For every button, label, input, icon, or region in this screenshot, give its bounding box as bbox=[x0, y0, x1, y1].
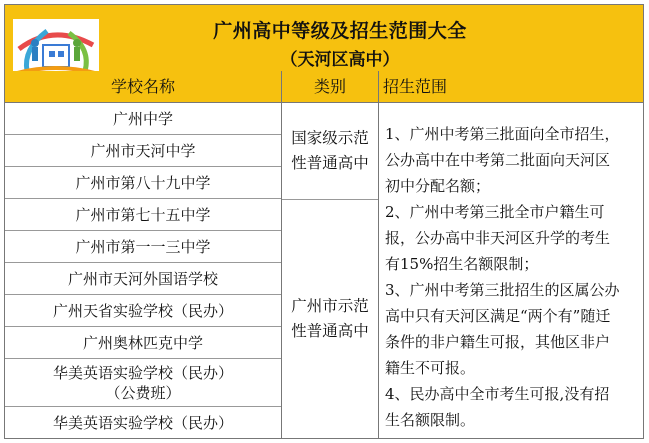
category-line: 性普通高中 bbox=[291, 322, 369, 340]
column-header-scope: 招生范围 bbox=[379, 71, 643, 103]
category-line: 国家级示范 bbox=[291, 129, 369, 147]
category-city bbox=[282, 199, 378, 439]
scope-line: 3、广州中考第三批招生的区属公办 bbox=[385, 281, 620, 299]
table-row bbox=[5, 231, 281, 263]
school-name: 广州奥林匹克中学 bbox=[82, 333, 203, 352]
school-name: 广州市天河外国语学校 bbox=[67, 269, 218, 288]
school-name-note: （公费班） bbox=[105, 383, 181, 402]
scope-line: 报，公办高中非天河区升学的考生 bbox=[385, 229, 611, 247]
scope-line: 高中只有天河区满足“两个有”随迁 bbox=[385, 307, 611, 325]
category-line: 广州市示范 bbox=[291, 297, 369, 315]
school-name: 广州市第一一三中学 bbox=[75, 237, 211, 256]
category-national bbox=[282, 103, 378, 199]
school-name: 广州市第七十五中学 bbox=[75, 205, 211, 224]
school-name: 华美英语实验学校（民办） bbox=[52, 363, 233, 382]
scope-line: 条件的非户籍生可报，其他区非户 bbox=[385, 333, 611, 351]
school-name: 广州天省实验学校（民办） bbox=[52, 301, 233, 320]
scope-line: 生名额限制。 bbox=[385, 411, 476, 429]
page-title: 广州高中等级及招生范围大全 bbox=[213, 20, 467, 42]
scope-line: 有15%招生名额限制； bbox=[385, 255, 539, 273]
admission-table bbox=[4, 4, 644, 439]
school-name: 广州市天河中学 bbox=[90, 141, 196, 160]
school-name: 广州市第八十九中学 bbox=[75, 173, 211, 192]
title-band bbox=[5, 5, 643, 72]
table-row bbox=[5, 135, 281, 167]
column-header-school: 学校名称 bbox=[5, 71, 281, 103]
scope-line: 2、广州中考第三批全市户籍生可 bbox=[385, 203, 605, 221]
table-row bbox=[5, 359, 281, 407]
table-row bbox=[5, 407, 281, 439]
school-name: 华美英语实验学校（民办） bbox=[52, 414, 233, 432]
school-name: 广州中学 bbox=[112, 109, 173, 128]
table-row bbox=[5, 167, 281, 199]
page-subtitle: （天河区高中） bbox=[280, 50, 400, 70]
category-line: 性普通高中 bbox=[291, 154, 369, 172]
scope-line: 初中分配名额； bbox=[385, 177, 491, 195]
column-divider bbox=[378, 71, 379, 439]
column-header-category: 类别 bbox=[282, 71, 378, 103]
table-row bbox=[5, 327, 281, 359]
scope-line: 籍生不可报。 bbox=[385, 359, 476, 377]
scope-line: 4、民办高中全市考生可报,没有招 bbox=[385, 385, 610, 403]
table-row bbox=[5, 103, 281, 135]
family-house-logo-icon bbox=[13, 19, 99, 75]
scope-line: 1、广州中考第三批面向全市招生， bbox=[385, 125, 620, 143]
table-row bbox=[5, 263, 281, 295]
scope-line: 公办高中在中考第二批面向天河区 bbox=[385, 151, 611, 169]
admission-scope bbox=[385, 121, 639, 433]
table-row bbox=[5, 295, 281, 327]
table-row bbox=[5, 199, 281, 231]
